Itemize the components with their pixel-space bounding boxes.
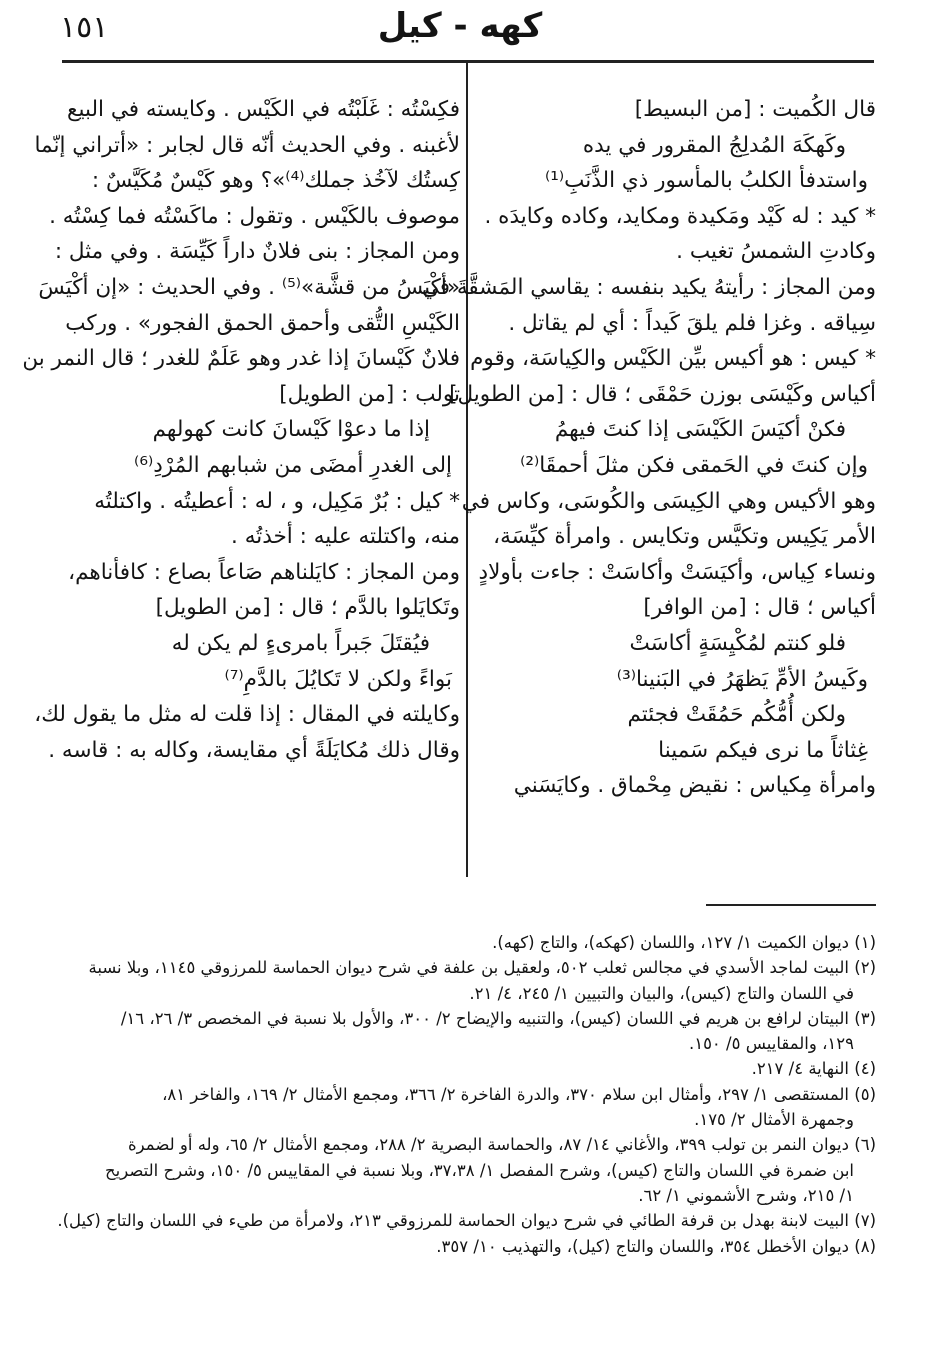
page-title: كهه - كيل bbox=[377, 6, 543, 46]
text-line: وقال ذلك مُكايَلَةً أي مقايسة، وكاله به : قاسه . bbox=[48, 737, 460, 763]
verse-line: إذا ما دعوْا كَيْسانَ كانت كهولهم bbox=[152, 417, 430, 443]
text-line: أكياس وكَيْسَى بوزن حَمْقَى ؛ قال : [من الطويل] bbox=[449, 381, 876, 407]
text-line: «أكْيَسُ من قشَّة»⁽⁵⁾ . وفي الحديث : «إن أكْيَسَ bbox=[38, 274, 460, 300]
text-line: فلانٌ كَيْسانَ إذا غدر وهو عَلَمٌ للغدر ؛ قال النمر بن bbox=[22, 346, 460, 372]
footnote-continuation: في اللسان والتاج (كيس)، والبيان والتبيين ١/ ٢٤٥، ٤/ ٢١. bbox=[469, 983, 854, 1003]
text-line: ومن المجاز : كايَلناهم صَاعاً بصاع : كافأناهم، bbox=[68, 559, 460, 585]
verse-line: واستدفأ الكلبُ بالمأسور ذي الذَّنَبِ⁽¹⁾ bbox=[544, 168, 868, 194]
text-line: وكايلته في المقال : إذا قلت له مثل ما يقول لك، bbox=[34, 702, 460, 728]
text-line: أكياس ؛ قال : [من الوافر] bbox=[643, 595, 876, 621]
text-line: * كيل : بُرٌ مَكِيل، و ، له : أعطيتُه . واكتلتُه bbox=[94, 488, 460, 514]
verse-line: بَواءً ولكن لا تَكايُلَ بالدَّمِ⁽⁷⁾ bbox=[224, 666, 452, 692]
text-line: تولب : [من الطويل] bbox=[279, 381, 460, 407]
text-line: * كيس : هو أكيس بيِّن الكَيْس والكِياسَة، وقوم bbox=[470, 346, 876, 372]
text-line: ومن المجاز : بنى فلانٌ داراً كَيِّسَة . وفي مثل : bbox=[54, 239, 460, 265]
text-line: موصوف بالكَيْس . وتقول : ماكَسْتُه فما كِسْتُه . bbox=[49, 203, 460, 229]
text-line: ونساء كِياس، وأكيَسَتْ وأكاسَتْ : جاءت بأولادٍ bbox=[478, 559, 876, 585]
text-line: كِستُك لآخُذ جملك⁽⁴⁾»؟ وهو كَيْسٌ مُكَيَّسٌ : bbox=[91, 168, 460, 194]
text-line: الكَيْسِ التُّقى وأحمق الحمق الفجور» . وركب bbox=[65, 310, 460, 336]
footnote-line: (٧) البيت لابنة بهدل بن قرفة الطائي في شرح ديوان الحماسة للمرزوقي ٢١٣، ولامرأة من طيء في اللسان والتاج (كيل). bbox=[57, 1211, 876, 1231]
text-line: وامرأة مِكياس : نقيض مِحْماق . وكايَسَني bbox=[513, 773, 876, 799]
footnote-line: (٨) ديوان الأخطل ٣٥٤، واللسان والتاج (كيل)، والتهذيب ١٠/ ٣٥٧. bbox=[436, 1236, 876, 1256]
verse-line: فلو كنتم لمُكْيِسَةٍ أكاسَتْ bbox=[629, 630, 846, 656]
text-line: ومن المجاز : رأيتهُ يكيد بنفسه : يقاسي المَشقَّةَ في bbox=[421, 274, 876, 300]
footnote-rule bbox=[706, 904, 876, 906]
text-line: فكِسْتُه : غَلَبْتُه في الكَيْس . وكايسته في البيع bbox=[67, 97, 460, 122]
text-line: منه، واكتلته عليه : أخذتُه . bbox=[231, 524, 460, 550]
footnotes bbox=[57, 930, 876, 1259]
page-number: ١٥١ bbox=[60, 10, 109, 45]
footnote-continuation: ابن ضمرة في اللسان والتاج (كيس)، وشرح المفصل ١/ ٣٧،٣٨، وبلا نسبة في المقاييس ٥/ ١٥٠، وشرح التصريح bbox=[105, 1160, 854, 1180]
footnote-continuation: ١٢٩، والمقاييس ٥/ ١٥٠. bbox=[688, 1034, 854, 1054]
footnote-continuation: وجمهرة الأمثال ٢/ ١٧٥. bbox=[694, 1110, 854, 1130]
text-line: وتَكايَلوا بالدَّم ؛ قال : [من الطويل] bbox=[155, 595, 460, 621]
text-line: وهو الأكيس وهي الكِيسَى والكُوسَى، وكاس في bbox=[461, 488, 876, 514]
verse-line: وكَيسُ الأمِّ يَظهَرُ في البَنينا⁽³⁾ bbox=[616, 666, 868, 692]
footnote-line: (٢) البيت لماجد الأسدي في مجالس ثعلب ٥٠٢، ولعقيل بن علفة في شرح ديوان الحماسة للمرزوقي ١١٤٥، وبلا نسبة bbox=[88, 958, 876, 978]
footnote-line: (٣) البيتان لرافع بن هريم في اللسان (كيس)، والتنبيه والإيضاح ٢/ ٣٠٠، والأول بلا نسبة في المخصص ٣/ ٢٦، ١٦/ bbox=[120, 1008, 876, 1028]
verse-line: ولكن أُمُّكُم حَمُقَتْ فجئتم bbox=[627, 702, 846, 728]
text-line: الأمر يَكِيس وتكيَّس وتكايس . وامرأة كيِّسَة، bbox=[493, 524, 876, 550]
verse-line: وكَهكَهَ المُدلِجُ المقرور في يده bbox=[582, 132, 846, 158]
verse-line: وإن كنتَ في الحَمقى فكن مثلَ أحمقَا⁽²⁾ bbox=[520, 452, 868, 478]
footnote-line: (٥) المستقصى ١/ ٢٩٧، وأمثال ابن سلام ٣٧٠، والدرة الفاخرة ٢/ ٣٦٦، ومجمع الأمثال ٢/ ١٦٩، والفاخر ٨١، bbox=[162, 1084, 876, 1104]
footnote-line: (٤) النهاية ٤/ ٢١٧. bbox=[751, 1059, 876, 1079]
text-line: لأغبنه . وفي الحديث أنّه قال لجابر : «أتراني إنّما bbox=[34, 132, 460, 158]
verse-line: إلى الغدرِ أمضَى من شبابهم المُرْدِ⁽⁶⁾ bbox=[134, 452, 452, 478]
verse-line: غِثاثاً ما نرى فيكم سَمينا bbox=[658, 737, 868, 763]
footnote-line: (٦) ديوان النمر بن تولب ٣٩٩، والأغاني ١٤/ ٨٧، والحماسة البصرية ٢/ ٢٨٨، ومجمع الأمثال ٢/ ٦٥، وله أو لضمرة bbox=[128, 1135, 876, 1155]
text-line: قال الكُميت : [من البسيط] bbox=[634, 97, 876, 122]
right-column bbox=[421, 92, 876, 804]
column-divider bbox=[466, 62, 468, 877]
text-line: * كيد : له كَيْد ومَكيدة ومكايد، وكاده وكايدَه . bbox=[484, 203, 876, 229]
header-rule bbox=[62, 60, 874, 63]
left-column bbox=[22, 92, 460, 768]
footnote-continuation: ١/ ٢١٥، وشرح الأشموني ١/ ٦٢. bbox=[638, 1185, 854, 1205]
verse-line: فيُقتَلَ جَبراً بامرىءٍ لم يكن له bbox=[171, 630, 430, 656]
text-line: سِياقه . وغزا فلم يلقَ كَيداً : أي لم يقاتل . bbox=[508, 310, 876, 336]
verse-line: فكنْ أكيَسَ الكَيْسَى إذا كنتَ فيهمُ bbox=[554, 417, 846, 443]
footnote-line: (١) ديوان الكميت ١/ ١٢٧، واللسان (كهكه)، والتاج (كهه). bbox=[492, 933, 876, 952]
text-line: وكادتِ الشمسُ تغيب . bbox=[676, 239, 876, 265]
